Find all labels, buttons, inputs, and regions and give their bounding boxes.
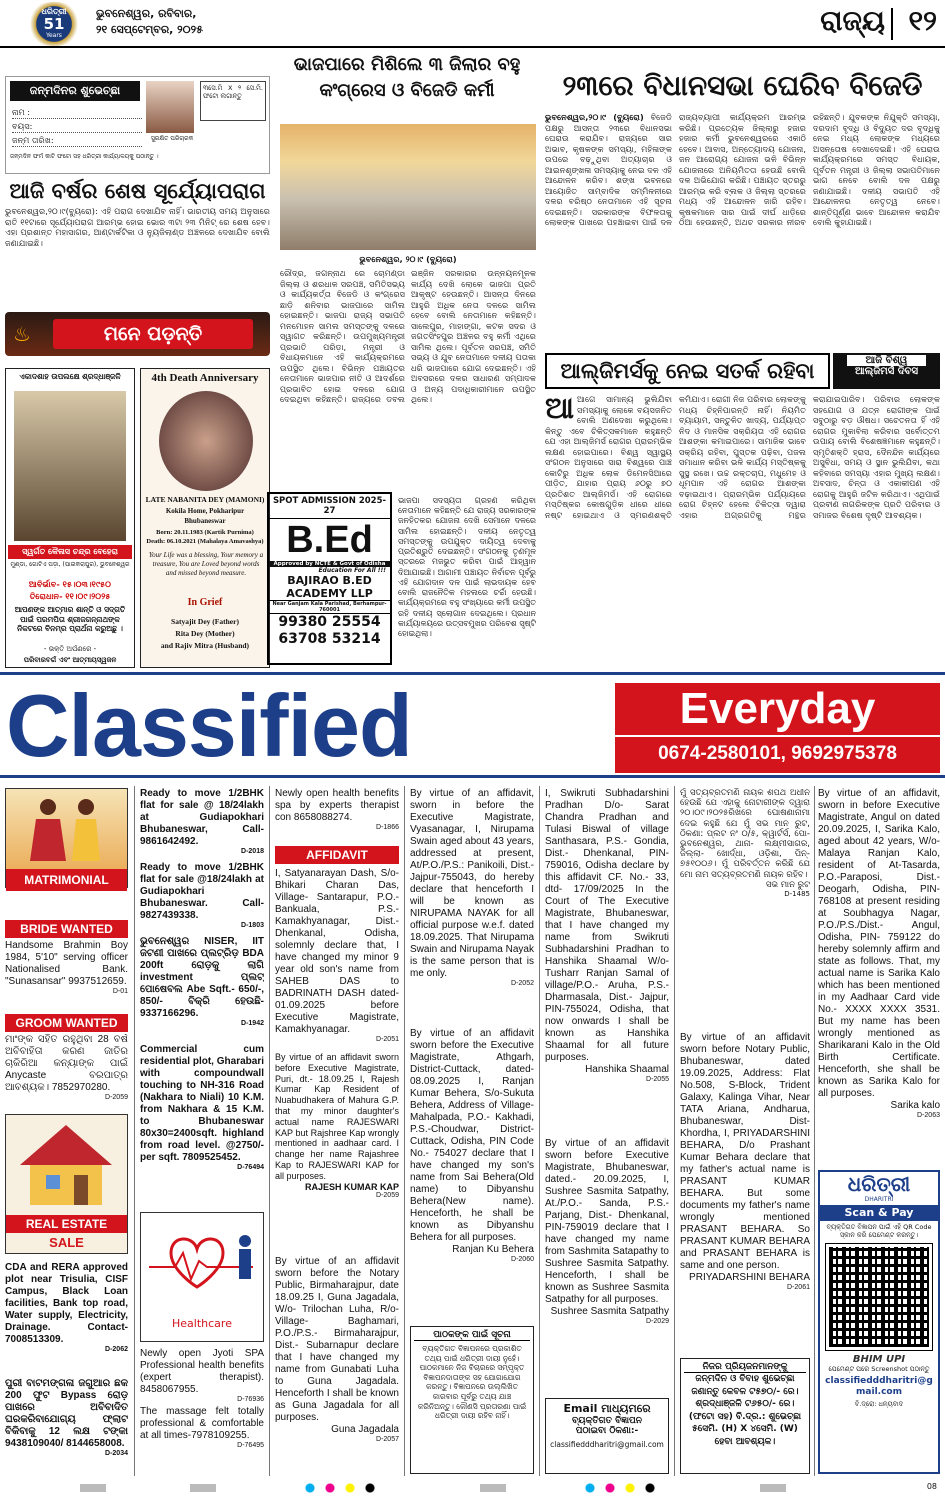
reader-notice [410,1326,534,1474]
massage-ad-text: The massage felt totally professional & comfortable at all times-7978109255. [140,1406,264,1441]
mone-title: ମନେ ପଡ଼ନ୍ତି [53,319,253,349]
bjd-dateline: ଭୁବନେଶ୍ୱର,୨୦।୯ (ବ୍ୟୁରୋ) [545,112,644,122]
scan-pay-note: ପେମେଣ୍ଟ ପରେ Screenshot ପଠାନ୍ତୁ [828,1364,930,1373]
bjd-headline: ୨୩ରେ ବିଧାନସଭା ଘେରିବ ବିଜେଡି [562,69,923,102]
reg-swatch [190,1484,216,1492]
rate-box [680,1358,810,1474]
alz-dropcap: ଆ [545,394,575,426]
spa-ad-code: D-1866 [376,824,399,831]
affidavit-priyadarshini-sign: PRIYADARSHINI BEHARA [689,1272,810,1283]
column-rule [269,786,270,1476]
affidavit-nirupama-text: By virtue of an affidavit, sworn in before the Executive Magistrate, Vyasanagar, I, Nirupama Swain aged about 43 years, addressed at present, At/P.O./P.S.: Panikoili, Dist.- Jajpur-755043, do hereby declare that henceforth I will be known as NIRUPAMA NAYAK for all official purpose w.e.f. dated 18.09.2025. That Nirupama Swain and Nirupama Nayak is the same person that is me only. [410,788,534,979]
scan-text: ବ୍ୟକ୍ତିଗତ ବିଜ୍ଞାପନ ପାଇଁ ଏହି QR Code ସ୍କାନ କରି ପେମେଣ୍ଟ କରନ୍ତୁ। [826,1223,932,1240]
affidavit-header: AFFIDAVIT [275,846,399,864]
groom-wanted-header: GROOM WANTED [5,1014,128,1032]
obit2-home: Kokila Home, Pokharipur [165,507,245,515]
affidavit-behera-code: D-2060 [511,1256,534,1263]
real-estate-label-1: REAL ESTATE [6,1215,127,1233]
cda-ad [5,1262,128,1370]
eclipse-headline: ଆଜି ବର୍ଷର ଶେଷ ସୂର୍ଯ୍ୟୋପରାଗ [9,179,266,203]
heartbeat-icon [141,1213,263,1313]
affidavit-dash-code: D-2051 [376,1036,399,1043]
obituary-card-2 [140,368,270,668]
obit2-death: Death: 06.10.2021 (Mahalaya Amavashya) [146,538,264,545]
flat-ad-2-code: D-1803 [241,922,264,929]
real-estate-label-2: SALE [49,1235,84,1250]
bride-ad-code: D-01 [112,988,128,995]
reg-swatch [80,1484,106,1492]
affidavit-dash [275,868,399,1044]
obit1-died: ତିରୋଧାନ- ୧୧।୦୯।୨୦୨୫ [29,591,111,601]
affidavit-kap [275,1052,399,1252]
matrimonial-label: MATRIMONIAL [6,869,127,891]
birthday-box [5,76,270,174]
odia-affidavit [680,788,810,1024]
bed-name1: BAJIRAO B.ED [287,574,372,587]
affidavit-priyadarshini [680,1032,810,1352]
classified-everyday: Everyday [679,684,876,733]
affidavit-nirupama [410,788,534,1022]
healthcare-graphic [140,1212,264,1342]
bjp-photo [280,124,536,250]
groom-ad-text: ମାଂଙ୍କ ସହିତ ରହୁଥିବା 28 ବର୍ଷ ଅବିବାହିତା କରଣ ଜାତିର ଚାକିରିଆ କନ୍ୟାଙ୍କ ପାଇଁ Anycaste ବରପାତ୍ର ଆବଶ୍ୟକ। 7852970280. [5,1034,128,1093]
niser-ad-text: ଭୁବନେଶ୍ୱର NISER, IIT ଜଟଣୀ ପାଖରେ ପ୍ଲଟ୍‌ରିଡ଼ BDA 200ft ରୋଡ଼କୁ ଲାଗି investment ପ୍ଲଟ୍ ପୋଷେବଲ Abe Sqft.- 650/-, 850/- ବିକ୍ରି ହେଉଛି- 9337166296. [140,936,264,1019]
obit1-family: ପରିବାରବର୍ଗ ଏବଂ ଆତ୍ମୀୟସ୍ୱଜନ [23,656,117,664]
eclipse-body: ଭୁବନେଶ୍ୱର,୨୦।୯(ବ୍ୟୁରୋ): ଏହି ପରାଗ ଦେଖାଯିବ ନାହିଁ। ଭାରତୀୟ ସମୟ ଅନୁସାରେ ରାତି ୧୧ଟାରେ ସୂର୍ଯ୍ୟୋପରାଗ ଆରମ୍ଭ ହୋଇ ଭୋର ୩ଟା ୨୩ ମିନିଟ୍ ରେ ଶେଷ ହେବ। ଏହା ପ୍ରଶାନ୍ତ ମହାସାଗର, ଆଣ୍ଟାର୍କଟିକା ଓ ନ୍ୟୁଜିଲାଣ୍ଡ ଅଞ୍ଚଳରେ ଦେଖାଯିବ ବୋଲି ଜଣାଯାଇଛି। [5,206,270,248]
anniversary-badge [22,2,86,46]
couple-icon [6,789,127,865]
rate-body: ଜନ୍ମଦିନ ଓ ବିବାହ ଶୁଭେଚ୍ଛା ଜଣାନ୍ତୁ କେବଳ ଟ୫୭୦/- ରେ। ଶ୍ରଦ୍ଧାଞ୍ଜଳି ଟ୬୫୦/- ରେ। (ଫଟୋ ସହ) ବି.ଦ୍ର.: ଶୁଭେଚ୍ଛା ୫ସେମି. (H) X ୪ସେମି. (W) ହେବା ଆବଶ୍ୟକ। [688,1374,802,1447]
affidavit-hanshika-text: I, Swikruti Subhadarshini Pradhan D/o- Sarat Chandra Pradhan and Tulasi Biswal of village Santhasara, P.S.- Gondia, Dist.- Dhenkanal, PIN-759016, Odisha declare by this affidavit CF. No.- 33, dtd- 17/09/2025 In the Court of The Executive Magistrate, Bhubaneswar, that I have changed my name from Swikruti Subhadarshini Pradhan to Hanshika Shaamal W/o- Tusharr Ranjan Samal of village/P.O.- Aruha, P.S.- Dharmasala, Dist.- Jajpur, PIN-755024, Odisha, that now onwards I shall be known as Hanshika Shaamal for all future purposes. [545,788,669,1063]
affidavit-dash-text: I, Satyanarayan Dash, S/o- Bhikari Charan Das, Village- Santarapur, P.O.-Bankuala, P.S.-Kamakhyanagar, Dist.-Dhenkanal, Odisha, solemnly declare that, I have changed my minor 9 year old son's name from SAHEB DAS to BADRINATH DASH dated-01.09.2025 before Executive Magistrate, Kamakhyanagar. [275,868,399,1035]
obituary-card-1 [5,368,135,668]
bed-address: Near Ganjam Kala Parishad, Berhampur-760001 [269,600,390,614]
email-title-3: ପଠାଇବା ଠିକଣା:- [575,1426,639,1436]
header-divider [891,8,893,40]
affidavit-satpathy-code: D-2029 [646,1318,669,1325]
bjp-caption: ଭୁବନେଶ୍ୱର, ୨୦।୯ (ବ୍ୟୁରୋ) [359,254,457,264]
affidavit-satpathy-text: By virtue of an affidavit sworn before Executive Magistrate, Bhubaneswar, dated.- 20.09.2025, I, Sushree Sasmita Satpathy, At./P.O.- Sanda, P.S.- Parjang, Dist.- Dhenkanal, PIN-759019 declare that I have changed my name from Sashmita Satapathy to Sushree Sasmita Satpathy. Henceforth, I shall be known as Sushree Sasmita Satpathy for all purposes. [545,1138,669,1305]
affidavit-hanshika-sign: Hanshika Shaamal [585,1064,669,1075]
email-title-2: ବ୍ୟକ୍ତିଗତ ବିଜ୍ଞାପନ [572,1416,642,1426]
reader-notice-body: ବ୍ୟକ୍ତିଗତ ବିଜ୍ଞାପନରେ ପ୍ରକାଶିତ ତଥ୍ୟ ପାଇଁ ଧରିତ୍ରୀ ଦାୟୀ ନୁହେଁ। ପାଠକମାନେ ନିଜ ବିଚାରରେ ସମ୍ପୃକ୍ତ ବିଜ୍ଞାପନଦାତାଙ୍କ ସହ ଯୋଗାଯୋଗ କରନ୍ତୁ। ବିଜ୍ଞାପନରେ ଉଲ୍ଲିଖିତ କାରବାର ପୂର୍ବରୁ ତଥ୍ୟ ଯାଞ୍ଚ କରିନିଅନ୍ତୁ। କୌଣସି ପ୍ରତାରଣା ପାଇଁ ଧରିତ୍ରୀ ଦାୟୀ ରହିବ ନାହିଁ। [417,1344,527,1421]
jyoti-spa-ad-code: D-76936 [237,1396,264,1402]
obit2-photo [159,391,253,491]
bed-spot: SPOT ADMISSION 2025-27 [269,494,390,519]
affidavit-behera-sign: Ranjan Ku Behera [452,1244,534,1255]
scan-brand-sub: DHARITRI [864,1196,894,1203]
bed-approved: Approved by NCTE & Govt of Odisha [269,561,390,567]
obit2-husband: and Rajiv Mitra (Husband) [160,641,250,650]
cda-ad-code: D-2062 [105,1346,128,1353]
puri-ad-code: D-2034 [105,1450,128,1457]
reg-swatch [760,1484,786,1492]
alz-tag-2: ଆଲ୍‌ଜିମର୍ସ ଦିବସ [855,366,918,377]
qr-code[interactable] [826,1244,932,1350]
print-registration-bar [0,1480,945,1497]
groom-ad [5,1034,128,1108]
birthday-field-date: ଜନ୍ମ ତାରିଖ: [12,135,142,147]
section-title: ରାଜ୍ୟ [820,4,885,37]
affidavit-sarika-code: D-2063 [917,1112,940,1119]
affidavit-hanshika-code: D-2055 [646,1076,669,1083]
real-estate-image [5,1114,128,1254]
dateline [96,6,256,38]
puri-ad-text: ପୁରୀ ବାଟମଙ୍ଗଳା ଜଗୁଆର ଛକ 200 ଫୁଟ Bypass ରୋଡ଼ ପାଖରେ ଅବିବାଦିତ ଘରକରିବାଯୋଗ୍ୟ ଫ୍ଲାଟ ବିକିବାକୁ 12 ଲକ୍ଷ ଟଙ୍କା 9438109040/ 8144658008. [5,1378,128,1449]
bed-ad [267,492,392,665]
badge-brand: ଧରିତ୍ରୀ [41,7,67,16]
badge-years: 51 [43,15,65,33]
niser-ad [140,936,264,1038]
email-box [545,1398,669,1474]
footer-page: 08 [926,1482,937,1491]
commercial-plot-ad [140,1044,264,1206]
obit2-title: 4th Death Anniversary [151,372,259,384]
affidavit-hanshika [545,788,669,1134]
commercial-plot-ad-code: D-76494 [237,1164,264,1171]
rate-title: ନିଜର ପ୍ରିୟଜନମାନଙ୍କୁ [684,1362,806,1373]
flat-ad-1 [140,788,264,860]
classified-phones: 0674-2580101, 9692975378 [615,735,940,771]
commercial-plot-ad-text: Commercial cum residential plot, Gharabari with compoundwall touching to NH-316 Road (Nakhara to Niali) 10 K.M. from Nakhara & 15 K.M. to Bhubaneswar 80x30=2400sqft. highland from road level. @2750/- per sqft. 7809525452. [140,1044,264,1163]
page-number: ୧୨ [908,4,937,37]
alz-headline: ଆଲ୍‌ଜିମର୍ସକୁ ନେଇ ସତର୍କ ରହିବା [545,353,830,389]
bjp-body: ରୌଦ୍ର, ଜଗନ୍ନାଥ ରେ ଚୋମଣ୍ଡା ଜିଲ୍ଲା ଓ ଶରଧାଳ ସରପଞ୍ଚ, ସମିତିସଭ୍ୟ ଓ କାର୍ଯ୍ୟକର୍ତ୍ତା ବିଜେଡି ଓ କଂଗ୍ରେସ ଛାଡ଼ି ଶନିବାର ଭାଜପାରେ ସାମିଲ ହୋଇଛନ୍ତି। ଭାଜପା ରାଜ୍ୟ ସଭାପତି ମନମୋହନ ସାମଲ ସମସ୍ତଙ୍କୁ ଦଳରେ ସ୍ୱାଗତ କରିଛନ୍ତି। ଉପମୁଖ୍ୟମନ୍ତ୍ରୀ ପ୍ରଭାତି ପରିଡ଼ା, ମନ୍ତ୍ରୀ ଓ ବିଧାୟକମାନେ ଏହି କାର୍ଯ୍ୟକ୍ରମରେ ଉପସ୍ଥିତ ଥିଲେ। ବିଭିନ୍ନ ପଞ୍ଚାୟତର ନେତାମାନେ ଭାଜପାର ନୀତି ଓ ଆଦର୍ଶରେ ପ୍ରଭାବିତ ହୋଇ ଦଳରେ ଯୋଗ ଦେଇଥିବା କହିଛନ୍ତି। ରାଜ୍ୟରେ ଡବଲ ଇଞ୍ଜିନ ସରକାରର ଉନ୍ନୟନମୂଳକ କାର୍ଯ୍ୟ ଦେଖି ଲୋକେ ଭାଜପା ପ୍ରତି ଆକୃଷ୍ଟ ହେଉଛନ୍ତି। ଆସନ୍ତା ଦିନରେ ଆହୁରି ଅଧିକ ନେତା ଦଳରେ ସାମିଲ ହେବେ ବୋଲି ନେତାମାନେ କହିଛନ୍ତି। ସାଲେପୁର, ମାହାଙ୍ଗା, କଟକ ସଦର ଓ ଜଗତସିଂହପୁର ଅଞ୍ଚଳର ବହୁ କର୍ମୀ ଏଥିରେ ସାମିଲ ଥିଲେ। ପୂର୍ବତନ ସରପଞ୍ଚ, ସମିତି ସଭ୍ୟ ଓ ଯୁବ ନେତାମାନେ ଦଳୀୟ ପତାକା ଧରି ଭାଜପାରେ ଯୋଗ ଦେଇଛନ୍ତି। ଏହି ଅବସରରେ ଦଳର ସାଧାରଣ ସମ୍ପାଦକ ଓ ଅନ୍ୟ ପଦାଧିକାରୀମାନେ ଉପସ୍ଥିତ ଥିଲେ। [280,268,536,404]
groom-ad-code: D-2059 [105,1094,128,1101]
badge-years-label: Years [46,32,62,39]
affidavit-priyadarshini-text: By virtue of an affidavit sworn before Notary Public, Bhubaneswar, dated 19.09.2025, Address: Flat No.508, S-Block, Trident Galaxy, Kalinga Vihar, Near TATA Ariana, Andharua, Bhubaneswar, Dist- Khordha, I, PRIYADARSHINI BEHARA, D/o Prashant Kumar Behara declare that my father's actual name is PRASANT KUMAR BEHARA. But some documents my father's name wrongly mentioned PRASANT BEHARA. So PRASANT KUMAR BEHARA and PRASANT BEHARA is same and one person. [680,1032,810,1271]
affidavit-nirupama-code: D-2052 [511,980,534,987]
bride-ad [5,940,128,1006]
column-rule [674,786,675,1476]
bjp-body-cont: ଭାଜପା ସଦସ୍ୟତା ଗ୍ରହଣ କରିଥିବା ନେତାମାନେ କହିଛନ୍ତି ଯେ ରାଜ୍ୟ ସରକାରଙ୍କ ଜନହିତକର ଯୋଜନା ଦେଖି ସେମାନେ ଦଳରେ ସାମିଲ ହୋଇଛନ୍ତି। ଦଳୀୟ ନେତୃତ୍ୱ ସମସ୍ତଙ୍କୁ ଉପଯୁକ୍ତ ଦାୟିତ୍ୱ ଦେବାକୁ ପ୍ରତିଶ୍ରୁତି ଦେଇଛନ୍ତି। ସଂଗଠନକୁ ତୃଣମୂଳ ସ୍ତରରେ ମଜଭୁତ କରିବା ପାଇଁ ଆହ୍ୱାନ ଦିଆଯାଇଛି। ଆଗାମୀ ପଞ୍ଚାୟତ ନିର୍ବାଚନ ପୂର୍ବରୁ ଏହି ଯୋଗଦାନ ଦଳ ପାଇଁ ଲାଭଦାୟକ ହେବ ବୋଲି ରାଜନୈତିକ ମହଲରେ ଚର୍ଚ୍ଚା ହେଉଛି। କାର୍ଯ୍ୟକ୍ରମରେ ବହୁ ସଂଖ୍ୟାରେ କର୍ମୀ ଉପସ୍ଥିତ ରହି ଦଳୀୟ ସ୍ଲୋଗାନ ଦେଇଥିଲେ। ପ୍ରଧାନ କାର୍ଯ୍ୟାଳୟରେ ଉତ୍ସବମୁଖର ପରିବେଶ ସୃଷ୍ଟି ହୋଇଥିଲା। [398,496,536,639]
healthcare-label: Healthcare [172,1317,232,1330]
alz-body: ଆଆଗେ ସାମାନ୍ୟ ଭୁଲିଯିବା ସମସ୍ୟାକୁ ଲୋକେ ବୟସଜନିତ ବୋଲି ଅଣଦେଖା କରୁଥିଲେ। କିନ୍ତୁ ଏବେ ଚିକିତ୍ସକମାନେ କହୁଛନ୍ତି ଯେ ଏହା ଆଲ୍‌ଜିମର୍ସ ରୋଗର ପ୍ରାରମ୍ଭିକ ଲକ୍ଷଣ ହୋଇପାରେ। ବିଶ୍ୱ ସ୍ୱାସ୍ଥ୍ୟ ସଂଗଠନ ଅନୁସାରେ ସାରା ବିଶ୍ୱରେ ପାଞ୍ଚ କୋଟିରୁ ଅଧିକ ଲୋକ ଡିମେନସିଆରେ ପୀଡ଼ିତ, ଯାହାର ପ୍ରାୟ ୬୦ରୁ ୭୦ ପ୍ରତିଶତ ଆଲ୍‌ଜିମର୍ସ। ଏହି ରୋଗରେ ମସ୍ତିଷ୍କର କୋଷଗୁଡ଼ିକ ଧୀରେ ଧୀରେ ନଷ୍ଟ ହୋଇଥାଏ ଓ ସ୍ମରଣଶକ୍ତି କମିଯାଏ। ରୋଗୀ ନିଜ ପରିବାର ଲୋକଙ୍କୁ ମଧ୍ୟ ଚିହ୍ନିପାରନ୍ତି ନାହିଁ। ନିୟମିତ ବ୍ୟାୟାମ, ସନ୍ତୁଳିତ ଖାଦ୍ୟ, ପର୍ଯ୍ୟାପ୍ତ ନିଦ ଓ ମାନସିକ ସକ୍ରିୟତା ଏହି ରୋଗର ଆଶଙ୍କା କମାଇପାରେ। ସାମାଜିକ ଭାବେ ସକ୍ରିୟ ରହିବା, ପୁସ୍ତକ ପଢ଼ିବା, ପଜଲ ସମାଧାନ କରିବା ଭଳି କାର୍ଯ୍ୟ ମସ୍ତିଷ୍କକୁ ସୁସ୍ଥ ରଖେ। ଉଚ୍ଚ ରକ୍ତଚାପ, ମଧୁମେହ ଓ ଧୂମପାନ ଏହି ରୋଗର ଆଶଙ୍କା ବଢ଼ାଇଥାଏ। ପ୍ରାରମ୍ଭିକ ପର୍ଯ୍ୟାୟରେ ରୋଗ ଚିହ୍ନଟ ହେଲେ ଚିକିତ୍ସା ଦ୍ୱାରା ଏହାର ଅଗ୍ରଗତିକୁ ମନ୍ଥର କରାଯାଇପାରିବ। ପରିବାର ଲୋକଙ୍କ ସହଯୋଗ ଓ ଯତ୍ନ ରୋଗୀଙ୍କ ପାଇଁ ସବୁଠାରୁ ବଡ଼ ଔଷଧ। ସଚେତନତା ହିଁ ଏହି ରୋଗର ମୁକାବିଲା କରିବାର ସର୍ବୋତ୍ତମ ଉପାୟ ବୋଲି ବିଶେଷଜ୍ଞମାନେ କହୁଛନ୍ତି। ସ୍ମୃତିଶକ୍ତି ହ୍ରାସ, ଦୈନନ୍ଦିନ କାର୍ଯ୍ୟରେ ଅସୁବିଧା, ସମୟ ଓ ସ୍ଥାନ ଭୁଲିଯିବା, କଥା କହିବାରେ ସମସ୍ୟା ଏହାର ମୁଖ୍ୟ ଲକ୍ଷଣ। ଅବସାଦ, ଚିନ୍ତା ଓ ଏକାକୀପଣ ଏହି ରୋଗକୁ ଆହୁରି ଜଟିଳ କରିଥାଏ। ଏଥିପାଇଁ ପ୍ରବୀଣ ନାଗରିକଙ୍କ ପ୍ରତି ପରିବାର ଓ ସମାଜର ବିଶେଷ ଦୃଷ୍ଟି ଆବଶ୍ୟକ। [545,394,940,520]
affidavit-kap-sign: RAJESH KUMAR KAP [304,1181,399,1192]
flat-ad-2-text: Ready to move 1/2BHK flat for sale @18/24lakh at Gudiapokhari Bhubaneswar. Call-9827439338. [140,862,264,921]
bride-wanted-header: BRIDE WANTED [5,920,128,938]
bjp-headline: ଭାଜପାରେ ମିଶିଲେ ୩ ଜିଲାର ବହୁ କଂଗ୍ରେସ ଓ ବିଜେଡି କର୍ମୀ [293,54,521,101]
affidavit-sarika-text: By virtue of an affidavit, sworn in before Executive Magistrate, Angul on dated 20.09.2025, I, Sarika Kalo, aged about 42 years, W/o- Malaya Ranjan Kalo, resident of At-Tasarda, P.O.-Paraposi, Dist.- Deogarh, Odisha, PIN- 768108 at present residing at Soubhagya Nagar, P.O./P.S./Dist.- Angul, Odisha, PIN- 759122 do hereby solemnly affirm and state as follows. That, my actual name is Sarika Kalo which has been mentioned in my Aadhaar Card vide No.- XXXX XXXX 3531. But my name has been wrongly mentioned as Sharikarani Kalo in the Old Birth Certificate. Henceforth, she shall be known as Sarika Kalo for all purposes. [818,788,940,1099]
obit2-born: Born: 20.11.1983 (Kartik Purnima) [156,529,254,536]
obit2-city: Bhubaneswar [184,517,226,525]
obit1-top: ଏକାଦଶାହ ଉପଲକ୍ଷେ ଶ୍ରଦ୍ଧାଞ୍ଜଳି [19,372,121,381]
obit1-photo [14,391,126,541]
birthday-photo [146,81,194,133]
bride-ad-text: Handsome Brahmin Boy 1984, 5'10" serving officer Nationalised Bank. "Sunasansar" 9937512659. [5,940,128,987]
email-address[interactable]: classifiedddharitri@gmail.com [550,1440,664,1449]
column-rule [539,786,540,1476]
spa-ad-text: Newly open health benefits spa by experts therapist con 8658088274. [275,788,399,823]
column-rule [814,786,815,1476]
obit2-grief: In Grief [187,597,223,608]
bjd-text: ବିଜେଡି ପକ୍ଷରୁ ଆସନ୍ତା ୨୩ରେ ବିଧାନସଭା ଘେରାଉ କରାଯିବ। ରାଜ୍ୟରେ ସାର ଅଭାବ, କୃଷକଙ୍କ ସମସ୍ୟା, ମହିଳାଙ୍କ ଉପରେ ବଢ଼ୁଥିବା ଅତ୍ୟାଚାର ଓ ଆଇନଶୃଙ୍ଖଳା ସମସ୍ୟାକୁ ନେଇ ଦଳ ଏହି ଆନ୍ଦୋଳନ କରିବ। ଶଙ୍ଖ ଭବନରେ ଆୟୋଜିତ ସାମ୍ବାଦିକ ସମ୍ମିଳନୀରେ ଦଳର ବରିଷ୍ଠ ନେତାମାନେ ଏହି ସୂଚନା ଦେଇଛନ୍ତି। ସରକାରଙ୍କ ବିଫଳତାକୁ ଲୋକଙ୍କ ପାଖରେ ପହଞ୍ଚାଇବା ପାଇଁ ଦଳ ରାଜ୍ୟବ୍ୟାପୀ କାର୍ଯ୍ୟକ୍ରମ ଆରମ୍ଭ କରିଛି। ପ୍ରତ୍ୟେକ ଜିଲ୍ଲାରୁ ହଜାର ହଜାର କର୍ମୀ ଭୁବନେଶ୍ୱରରେ ଏକାଠି ହେବେ। ଆବାସ, ଅନ୍ତ୍ୟୋଦୟ ଯୋଜନା, ଜନ ଆରୋଗ୍ୟ ଯୋଜନା ଭଳି ବିଭିନ୍ନ ଯୋଜନାରେ ଅନିୟମିତତା ହେଉଛି ବୋଲି ଦଳ ଅଭିଯୋଗ କରିଛି। ପଞ୍ଚାୟତ ସ୍ତରରୁ ଆରମ୍ଭ କରି ବ୍ଲକ ଓ ଜିଲ୍ଲା ସ୍ତରରେ ମଧ୍ୟ ଏହି ଆନ୍ଦୋଳନ ଜାରି ରହିବ। କୃଷକମାନେ ସାର ପାଇଁ ଦୀର୍ଘ ଧାଡ଼ିରେ ଠିଆ ହେଉଛନ୍ତି, ଅଥଚ ସରକାର ନୀରବ ରହିଛନ୍ତି। ଯୁବକଙ୍କ ନିଯୁକ୍ତି ସମସ୍ୟା, ଦରଦାମ ବୃଦ୍ଧି ଓ ବିଦ୍ୟୁତ ଦର ବୃଦ୍ଧିକୁ ନେଇ ମଧ୍ୟ ଲୋକଙ୍କ ମଧ୍ୟରେ ଅସନ୍ତୋଷ ଦେଖାଦେଇଛି। ଏହି ଘେରାଉ କାର୍ଯ୍ୟକ୍ରମରେ ସମସ୍ତ ବିଧାୟକ, ପୂର୍ବତନ ମନ୍ତ୍ରୀ ଓ ଜିଲ୍ଲା ସଭାପତିମାନେ ଭାଗ ନେବେ ବୋଲି ଦଳ ପକ୍ଷରୁ ଜଣାଯାଇଛି। ଦଳୀୟ ସଭାପତି ଏହି ଆନ୍ଦୋଳନର ନେତୃତ୍ୱ ନେବେ। ଶାନ୍ତିପୂର୍ଣ୍ଣ ଭାବେ ଆନ୍ଦୋଳନ କରାଯିବ ବୋଲି କୁହାଯାଇଛି। [545,112,940,227]
reg-dots [580,1483,660,1493]
massage-ad-code: D-76495 [237,1442,264,1449]
spa-ad [275,788,399,836]
bjd-body [545,112,940,342]
masthead [0,0,945,48]
affidavit-sarika-sign: Sarika kalo [890,1100,940,1111]
obit1-from: - ଭକ୍ତି ଅର୍ପଣରେ - [43,645,97,653]
affidavit-priyadarshini-code: D-2061 [787,1284,810,1291]
birthday-title: ଜନ୍ମଦିନର ଶୁଭେଚ୍ଛା [10,81,140,101]
bed-phone-1: 99380 25554 [278,614,381,630]
birthday-field-age: ବୟସ: [12,121,142,133]
bed-name2: ACADEMY LLP [286,587,373,600]
email-title-1: Email ମାଧ୍ୟମରେ [563,1402,651,1415]
obit2-poem: Your Life was a blessing, Your memory a treasure, You are Loved beyond words and missed beyond measure. [148,551,264,578]
cda-ad-text: CDA and RERA approved plot near Trisulia, CISF Campus, Black Loan facilities, Bank top road, Water supply, Electricity, Drainage. Contact-7008513309. [5,1262,128,1345]
odia-affidavit-sign: ସଭ ମାନ ରୁଟ [765,879,810,890]
affidavit-kap-text: By virtue of an affidavit sworn before Executive Magistrate, Puri, dt.- 18.09.25 I, Rajesh Kumar Kap Resident of Nuabudhakera of Mahura G.P. that my minor daughter's actual name RAJESWARI KAP but Rajshree Kap wrongly mentioned in aadhaar card. I change her name Rajashree Kap to RAJESWARI KAP for all purposes. [275,1052,399,1181]
obit1-address: ମୁଣ୍ଡା, ଗୋଟିଏ ପଡ଼ା, (ପାଇକରାପୁର), ଭୁବନେଶ୍ୱର [10,561,130,568]
affidavit-satpathy-sign: Sushree Sasmita Satpathy [550,1306,669,1317]
obit2-mother: Rita Dey (Mother) [175,629,235,638]
matrimonial-image [5,788,128,888]
house-icon [6,1115,127,1211]
classified-title: Classified [6,676,412,775]
puri-ad [5,1378,128,1474]
affidavit-kap-code: D-2059 [376,1192,399,1200]
odia-affidavit-text: ମୁଁ ସତ୍ୟବ୍ରତମଣି ନାୟକ ଶପଥ ଅଧୀନ ହେଉଛି ଯେ ଏହାକୁ ନୋଟାରୀଙ୍କ ଦ୍ୱାରା ୨୦।୦୯।୨୦୨୫ରିଖରେ ଘୋଷଣାନାମା ଦେଇ କହୁଛି ଯେ ମୁଁ ସଭ ମାନ ରୁଟ, ଠିକଣା: ପ୍ଲଟ ନଂ ୦/୫, କ୍ୱାର୍ଟର୍ସ, ପୋ- ଭୁବନେଶ୍ୱର, ଥାନା- ଲକ୍ଷ୍ମୀସାଗର, ଜିଲ୍ଲା- ଖୋର୍ଦ୍ଧା, ଓଡ଼ିଶା, ପିନ୍- ୭୫୧୦୦୬। ମୁଁ ପରିବର୍ତ୍ତନ କରିଛି ଯେ ମୋ ନାମ ସତ୍ୟବ୍ରତମଣି ନାୟକ ରହିବ। [680,788,810,880]
dateline-place: ଭୁବନେଶ୍ୱର, ରବିବାର, [96,7,197,20]
alz-tag [833,353,940,389]
classified-everyday-box [615,683,940,773]
niser-ad-code: D-1942 [241,1020,264,1027]
birthday-photo-caption: ସୁରକ୍ଷିତ ପରିଚାରକ [150,135,194,142]
flat-ad-2 [140,862,264,934]
alz-tag-1: ଆଜି ବିଶ୍ୱ [847,355,926,366]
reg-dots [300,1483,380,1493]
affidavit-behera [410,1028,534,1318]
reg-swatch [480,1484,506,1492]
column-rule [404,786,405,1476]
reader-notice-title: ପାଠକଙ୍କ ପାଇଁ ସୂଚନା [414,1330,530,1341]
column-rule [134,786,135,1476]
classified-banner [0,672,945,778]
dateline-date: ୨୧ ସେପ୍ଟେମ୍ବର, ୨୦୨୫ [96,23,203,36]
bed-big: B.Ed [286,519,373,561]
birthday-note: ଜନ୍ମଦିନ ଫର୍ମ କାଟି ଫଟୋ ସହ ଧରିତ୍ରୀ କାର୍ଯ୍ୟାଳୟକୁ ପଠାନ୍ତୁ । [10,153,159,160]
alz-text: ଆଗେ ସାମାନ୍ୟ ଭୁଲିଯିବା ସମସ୍ୟାକୁ ଲୋକେ ବୟସଜନିତ ବୋଲି ଅଣଦେଖା କରୁଥିଲେ। କିନ୍ତୁ ଏବେ ଚିକିତ୍ସକମାନେ କହୁଛନ୍ତି ଯେ ଏହା ଆଲ୍‌ଜିମର୍ସ ରୋଗର ପ୍ରାରମ୍ଭିକ ଲକ୍ଷଣ ହୋଇପାରେ। ବିଶ୍ୱ ସ୍ୱାସ୍ଥ୍ୟ ସଂଗଠନ ଅନୁସାରେ ସାରା ବିଶ୍ୱରେ ପାଞ୍ଚ କୋଟିରୁ ଅଧିକ ଲୋକ ଡିମେନସିଆରେ ପୀଡ଼ିତ, ଯାହାର ପ୍ରାୟ ୬୦ରୁ ୭୦ ପ୍ରତିଶତ ଆଲ୍‌ଜିମର୍ସ। ଏହି ରୋଗରେ ମସ୍ତିଷ୍କର କୋଷଗୁଡ଼ିକ ଧୀରେ ଧୀରେ ନଷ୍ଟ ହୋଇଥାଏ ଓ ସ୍ମରଣଶକ୍ତି କମିଯାଏ। ରୋଗୀ ନିଜ ପରିବାର ଲୋକଙ୍କୁ ମଧ୍ୟ ଚିହ୍ନିପାରନ୍ତି ନାହିଁ। ନିୟମିତ ବ୍ୟାୟାମ, ସନ୍ତୁଳିତ ଖାଦ୍ୟ, ପର୍ଯ୍ୟାପ୍ତ ନିଦ ଓ ମାନସିକ ସକ୍ରିୟତା ଏହି ରୋଗର ଆଶଙ୍କା କମାଇପାରେ। ସାମାଜିକ ଭାବେ ସକ୍ରିୟ ରହିବା, ପୁସ୍ତକ ପଢ଼ିବା, ପଜଲ ସମାଧାନ କରିବା ଭଳି କାର୍ଯ୍ୟ ମସ୍ତିଷ୍କକୁ ସୁସ୍ଥ ରଖେ। ଉଚ୍ଚ ରକ୍ତଚାପ, ମଧୁମେହ ଓ ଧୂମପାନ ଏହି ରୋଗର ଆଶଙ୍କା ବଢ଼ାଇଥାଏ। ପ୍ରାରମ୍ଭିକ ପର୍ଯ୍ୟାୟରେ ରୋଗ ଚିହ୍ନଟ ହେଲେ ଚିକିତ୍ସା ଦ୍ୱାରା ଏହାର ଅଗ୍ରଗତିକୁ ମନ୍ଥର କରାଯାଇପାରିବ। ପରିବାର ଲୋକଙ୍କ ସହଯୋଗ ଓ ଯତ୍ନ ରୋଗୀଙ୍କ ପାଇଁ ସବୁଠାରୁ ବଡ଼ ଔଷଧ। ସଚେତନତା ହିଁ ଏହି ରୋଗର ମୁକାବିଲା କରିବାର ସର୍ବୋତ୍ତମ ଉପାୟ ବୋଲି ବିଶେଷଜ୍ଞମାନେ କହୁଛନ୍ତି। [545,394,940,520]
mone-banner [5,312,270,356]
affidavit-jagadala-code: D-2057 [376,1436,399,1443]
flat-ad-1-text: Ready to move 1/2BHK flat for sale @ 18/24lakh at Gudiapokhari Bhubaneswar, Call-9861642492. [140,788,264,847]
jyoti-spa-ad [140,1348,264,1402]
odia-affidavit-code: D-1485 [784,889,810,898]
affidavit-behera-text: By virtue of an affidavit sworn before the Executive Magistrate, Athgarh, District-Cuttack, dated-08.09.2025 I, Ranjan Kumar Behera, S/o-Sukuta Behera, Address of Village- Mahalpada, P.O.- Kakhadi, P.S.-Choudwar, District-Cuttack, Odisha, PIN Code No.- 754027 declare that I have changed my son's name from Sai Behera(Old name) to Dibyanshu Behera(New name). Henceforth, he shall be known as Dibyanshu Behera for all purposes. [410,1028,534,1243]
upi-label: BHIM UPI [852,1353,906,1365]
bed-edu: Education For All !!! [318,567,386,574]
obit1-message: ଆପଣଙ୍କ ଆତ୍ମାର ଶାନ୍ତି ଓ ସଦ୍ଗତି ପାଇଁ ପରମପିତା ଶ୍ରୀଜଗନ୍ନାଥଙ୍କ ନିକଟରେ ବିନମ୍ର ପ୍ରାର୍ଥନା କରୁଅଛୁ । [14,605,126,634]
obit2-name: LATE NABANITA DEY (MAMONI) [145,495,265,504]
massage-ad [140,1406,264,1474]
scan-title: Scan & Pay [820,1205,938,1221]
affidavit-jagadala [275,1256,399,1474]
affidavit-jagadala-text: By virtue of an affidavit sworn before the Notary Public, Birmaharajpur, date 18.09.25 I, Guna Jagadala, W/o- Trilochan Luha, R/o- Village- Baghamari, P.O./P.S.- Birmaharajpur, Dist.- Subarnapur declare that I have changed my name from Gunabati Luha to Guna Jagadala. Henceforth I shall be known as Guna Jagadala for all purposes. [275,1256,399,1423]
scan-thanks: ବି.ଦ୍ରୋ: ଧନ୍ୟବାଦ [854,1399,904,1408]
lamp-icon: ♨ [13,322,31,346]
scan-email[interactable]: classifiedddharitri@gmail.com [825,1375,933,1397]
flat-ad-1-code: D-2018 [241,848,264,855]
obit1-born: ଆବିର୍ଭାବ- ୧୫।୦୩।୧୯୫୦ [28,579,112,589]
scan-pay-box [818,1170,940,1474]
bed-phone-2: 63708 53214 [278,631,381,647]
obit2-father: Satyajit Dey (Father) [171,617,239,626]
affidavit-jagadala-sign: Guna Jagadala [331,1424,399,1435]
obit1-name: ସ୍ୱର୍ଗତ କୈଳାସ ଚନ୍ଦ୍ର ବେହେରା [8,545,132,559]
jyoti-spa-ad-text: Newly open Jyoti SPA Professional health benefits (expert therapist). 8458067955. [140,1348,264,1395]
scan-brand: ଧରିତ୍ରୀ [847,1172,911,1196]
affidavit-sarika [818,788,940,1164]
birthday-size-note: ୩ସେ.ମି X ୨ ସେ.ମି. ଫଟୋ ଲଗାନ୍ତୁ [200,81,266,121]
affidavit-satpathy [545,1138,669,1392]
birthday-field-name: ନାମ : [12,107,142,119]
